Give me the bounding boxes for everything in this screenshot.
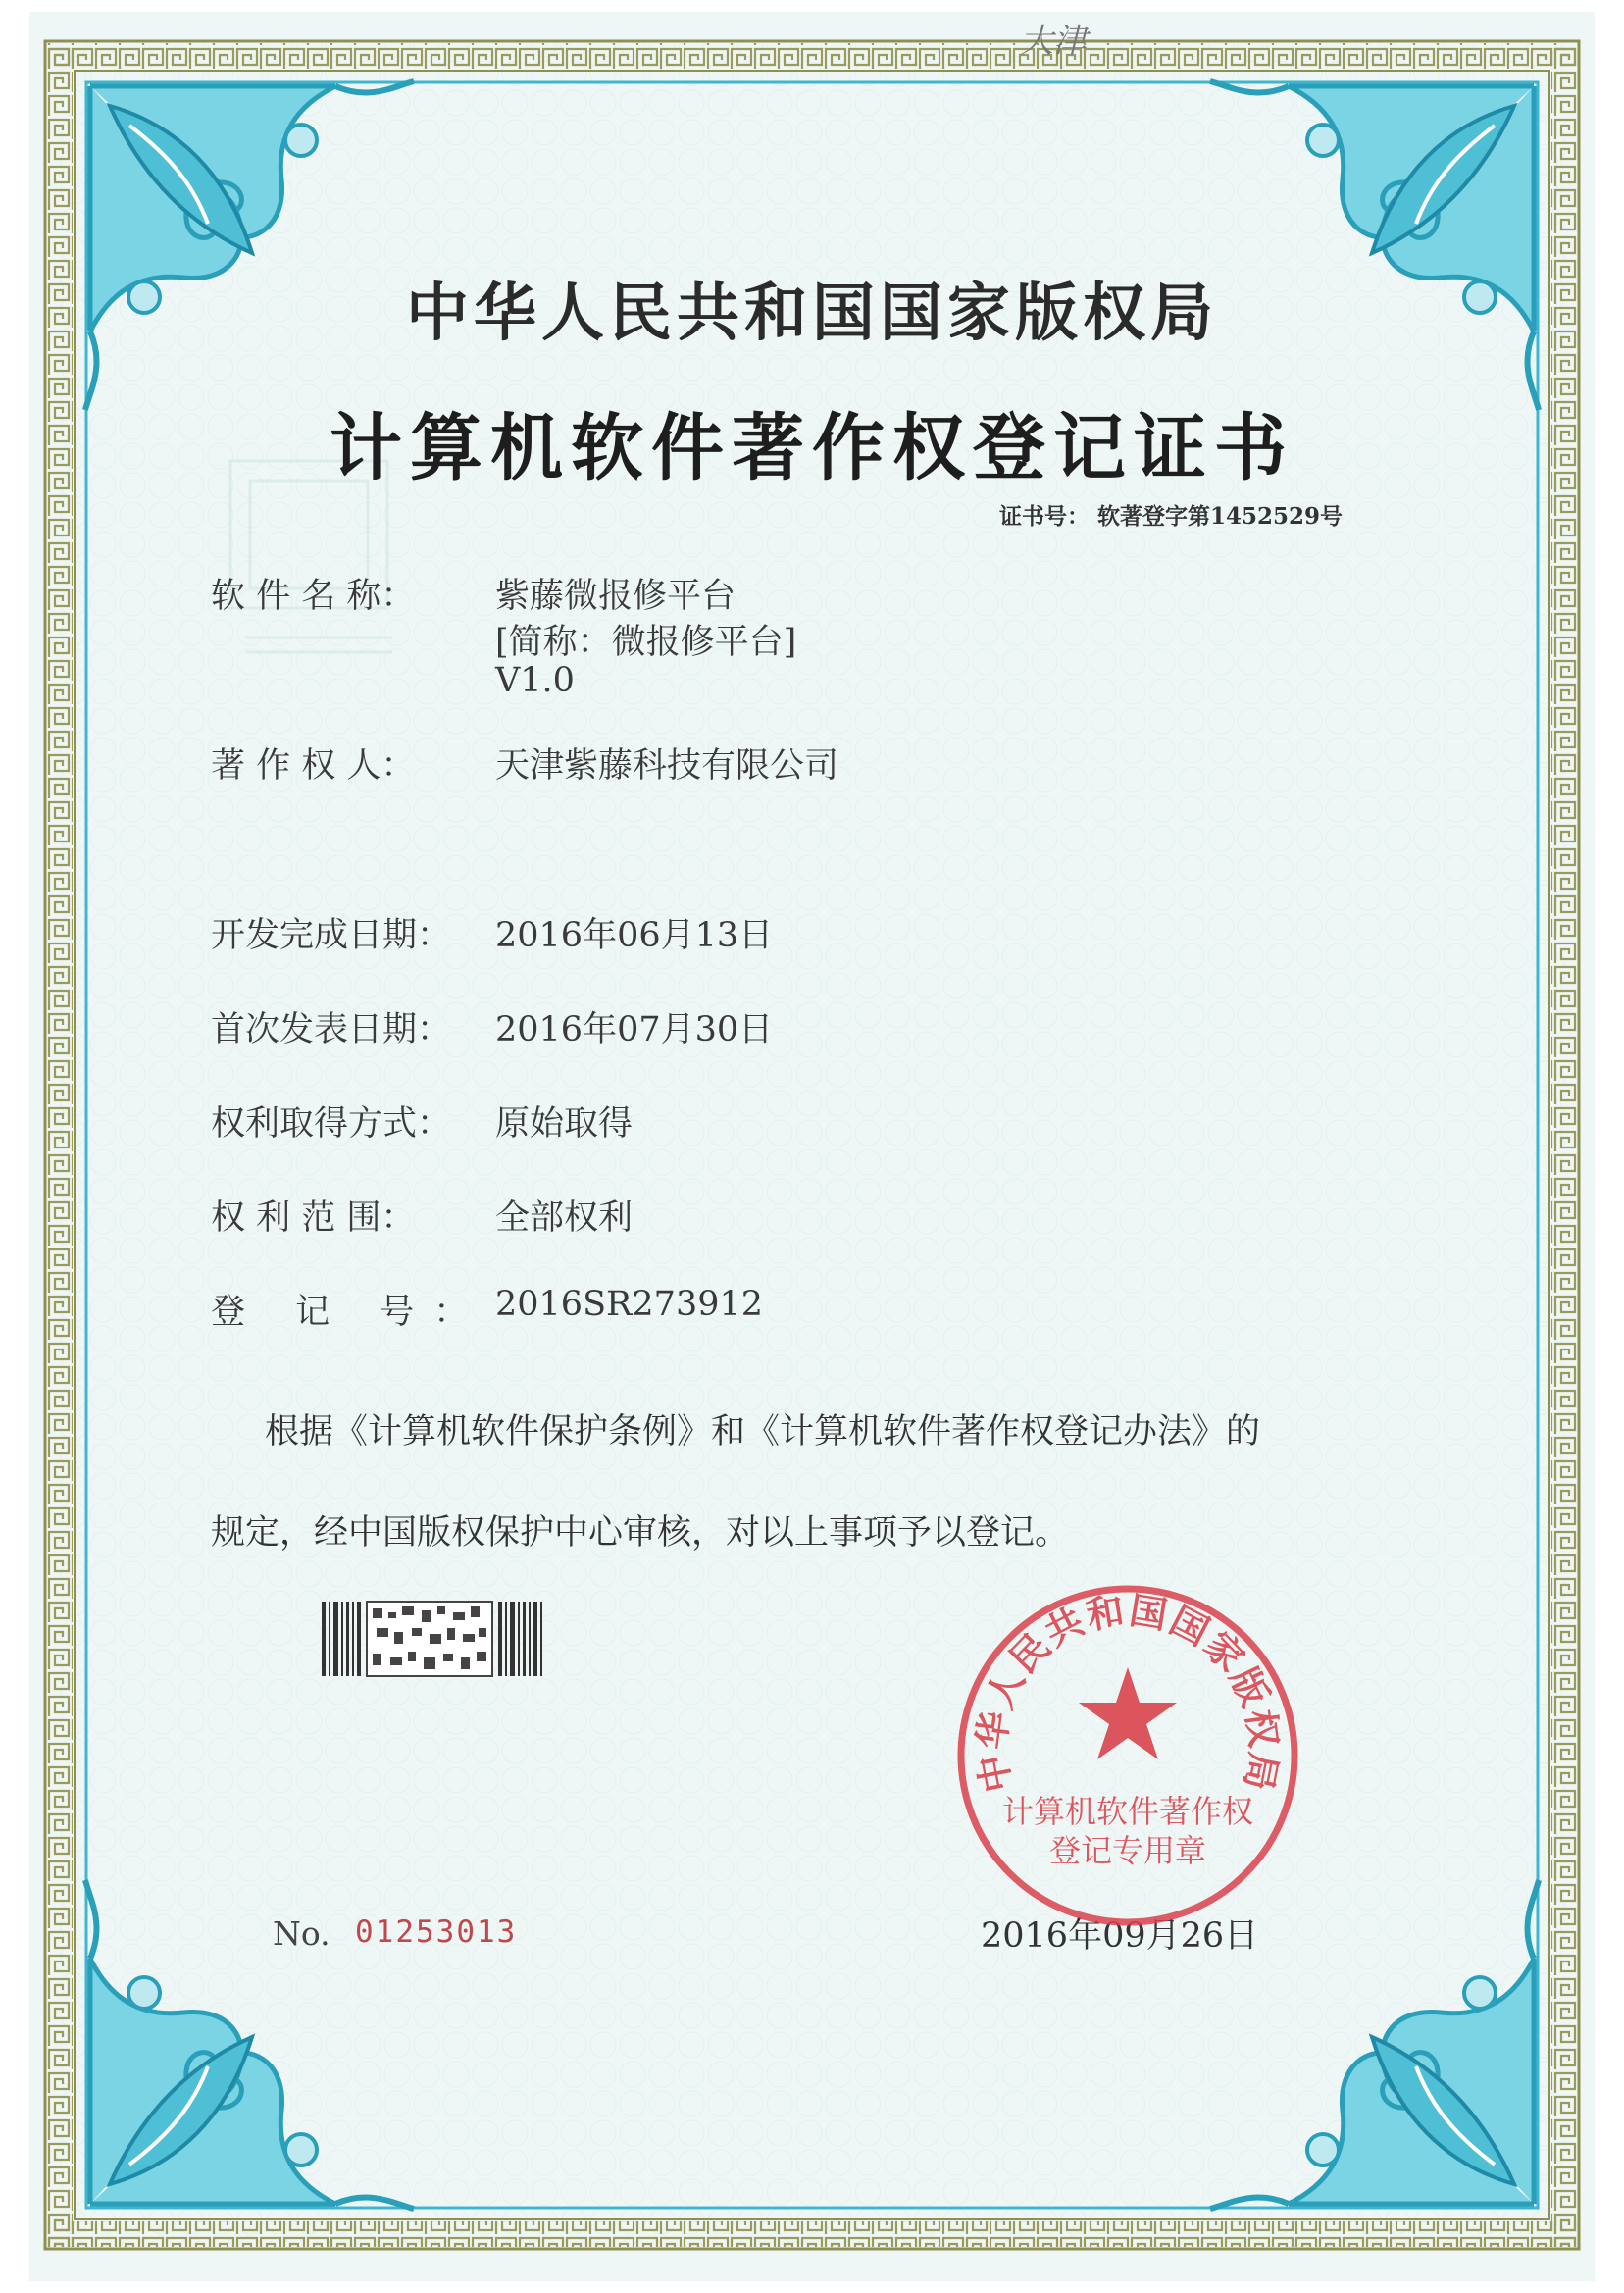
seal-line-2: 登记专用章	[1048, 1832, 1207, 1869]
serial-number-value: 01253013	[355, 1914, 518, 1950]
software-short-name: [简称：微报修平台]	[495, 623, 797, 662]
acquisition-method-value: 原始取得	[495, 1104, 634, 1144]
publication-date-label: 首次发表日期：	[211, 1010, 452, 1049]
certificate-number: 证书号： 软著登字第1452529号	[998, 503, 1343, 530]
rights-scope-value: 全部权利	[495, 1198, 634, 1238]
official-seal	[941, 1569, 1314, 1942]
copyright-owner-value: 天津紫藤科技有限公司	[495, 746, 839, 786]
completion-date-label: 开发完成日期：	[211, 916, 452, 955]
serial-number-label: No.	[273, 1914, 330, 1953]
seal-line-1: 计算机软件著作权	[1001, 1793, 1254, 1830]
seal-star-icon	[1079, 1667, 1177, 1759]
publication-date-value: 2016年07月30日	[495, 1010, 774, 1049]
acquisition-method-label: 权利取得方式：	[211, 1104, 452, 1144]
software-version: V1.0	[495, 661, 575, 700]
software-name-value: 紫藤微报修平台	[495, 577, 736, 616]
issue-date: 2016年09月26日	[981, 1916, 1259, 1956]
copyright-owner-label: 著 作 权 人：	[211, 746, 416, 786]
certificate-title: 计算机软件著作权登记证书	[330, 406, 1294, 490]
statement-line-1: 根据《计算机软件保护条例》和《计算机软件著作权登记办法》的	[265, 1412, 1261, 1452]
registration-number-label: 登 记 号：	[211, 1293, 488, 1332]
seal-ring-text: 中华人民共和国国家版权局	[969, 1588, 1287, 1797]
registration-number-value: 2016SR273912	[495, 1285, 764, 1324]
software-name-label: 软 件 名 称：	[211, 577, 416, 616]
issuer-title: 中华人民共和国国家版权局	[406, 277, 1218, 350]
statement-line-2: 规定，经中国版权保护中心审核，对以上事项予以登记。	[211, 1513, 1070, 1553]
rights-scope-label: 权 利 范 围：	[211, 1198, 416, 1238]
completion-date-value: 2016年06月13日	[495, 916, 774, 955]
handwritten-note: 大津	[1020, 22, 1087, 61]
